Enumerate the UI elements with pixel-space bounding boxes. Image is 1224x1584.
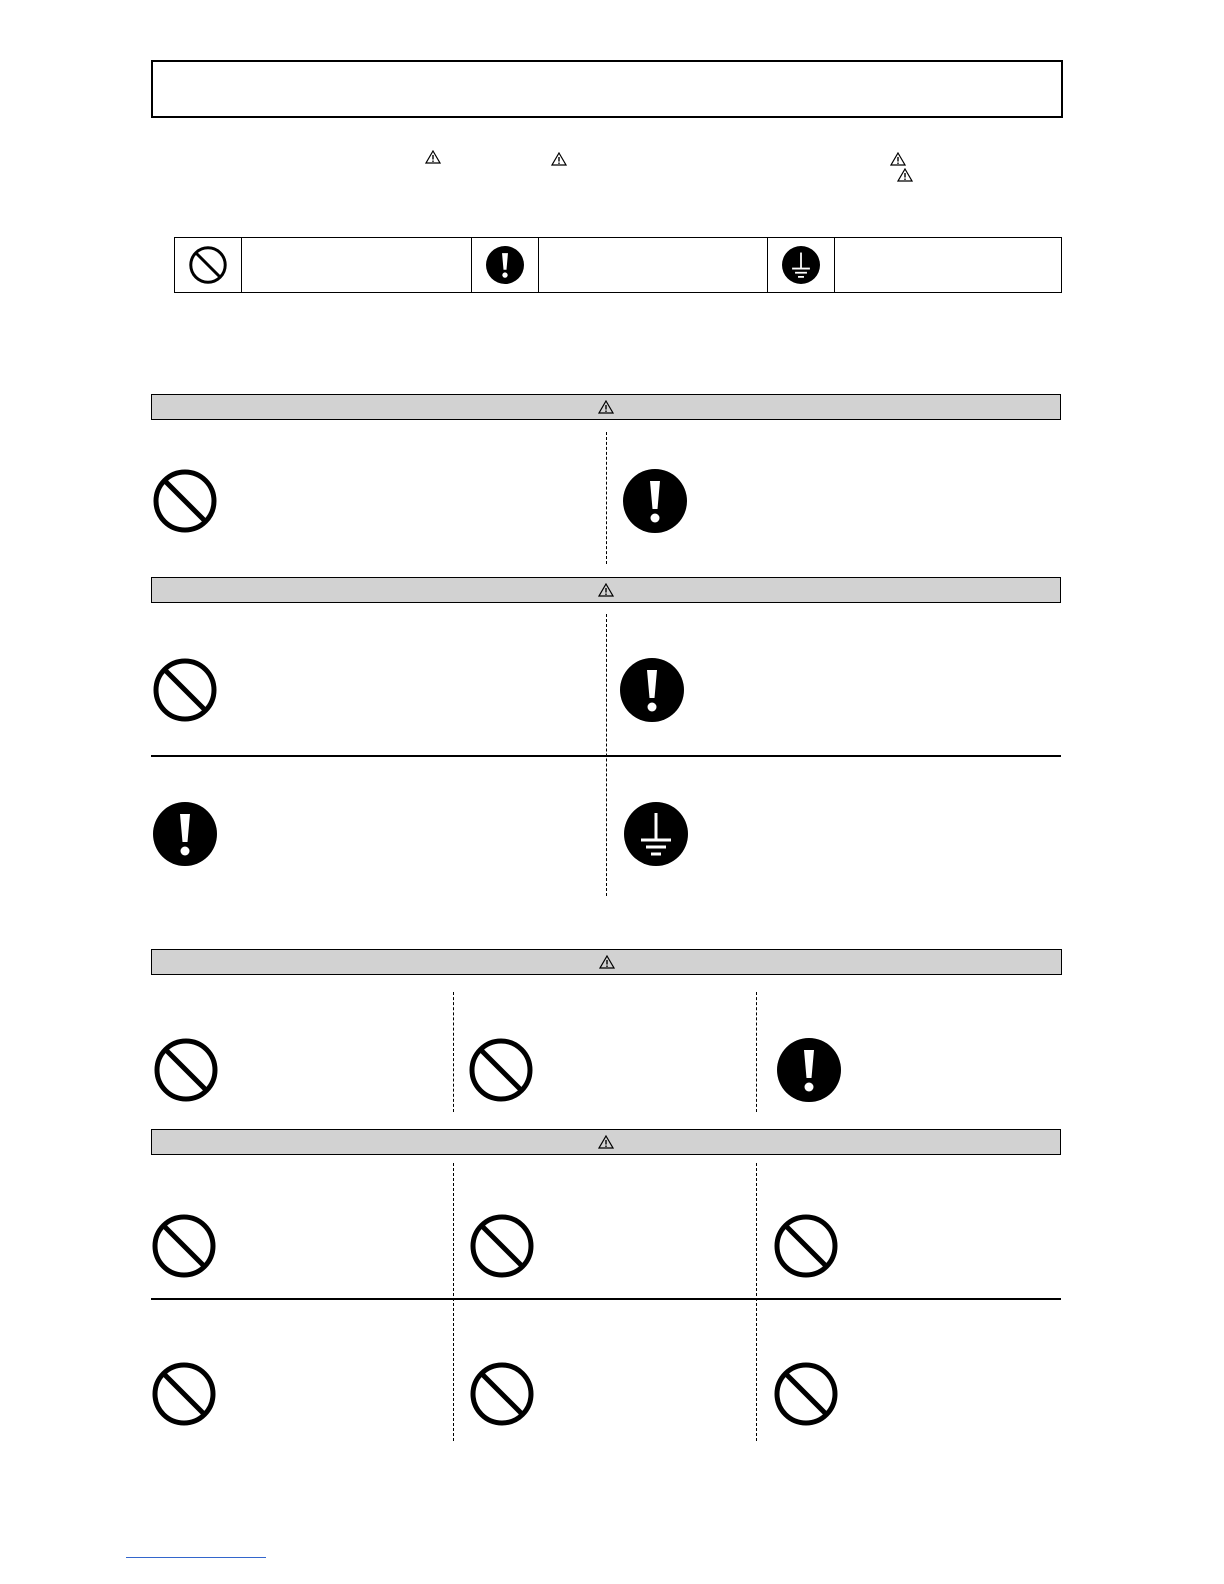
- section-band-3: [151, 949, 1062, 975]
- section-band-2: [151, 577, 1061, 603]
- legend-ground-cell: [768, 238, 835, 292]
- column-divider: [606, 432, 607, 564]
- warning-triangle-icon: [890, 152, 906, 166]
- prohibited-icon: [470, 1362, 534, 1426]
- column-divider: [756, 992, 757, 1112]
- prohibited-icon: [774, 1362, 838, 1426]
- column-divider: [453, 1163, 454, 1441]
- legend-ground-text: [835, 238, 1061, 292]
- legend-prohibited-text: [242, 238, 472, 292]
- warning-triangle-icon: [599, 955, 615, 969]
- legend-mandatory-text: [539, 238, 768, 292]
- ground-icon: [782, 246, 820, 284]
- exclamation-icon: [777, 1038, 841, 1102]
- prohibited-icon: [470, 1214, 534, 1278]
- warning-triangle-icon: [598, 400, 614, 414]
- prohibited-icon: [153, 469, 217, 533]
- warning-triangle-icon: [897, 168, 913, 182]
- prohibited-icon: [774, 1214, 838, 1278]
- prohibited-icon: [152, 1214, 216, 1278]
- legend-mandatory-cell: [472, 238, 539, 292]
- exclamation-icon: [623, 469, 687, 533]
- title-box: [151, 60, 1063, 118]
- row-divider: [151, 1298, 1061, 1300]
- column-divider: [453, 992, 454, 1112]
- section-band-1: [151, 394, 1061, 420]
- exclamation-icon: [153, 802, 217, 866]
- warning-triangle-icon: [425, 150, 441, 164]
- prohibited-icon: [153, 658, 217, 722]
- prohibited-icon: [189, 246, 227, 284]
- prohibited-icon: [152, 1362, 216, 1426]
- prohibited-icon: [154, 1038, 218, 1102]
- ground-icon: [624, 802, 688, 866]
- warning-triangle-icon: [598, 1135, 614, 1149]
- symbol-legend-table: [174, 237, 1062, 293]
- footer-link-underline: [126, 1557, 266, 1558]
- exclamation-icon: [620, 658, 684, 722]
- prohibited-icon: [469, 1038, 533, 1102]
- row-divider: [151, 755, 1061, 757]
- legend-prohibited-cell: [175, 238, 242, 292]
- exclamation-icon: [486, 246, 524, 284]
- section-band-4: [151, 1129, 1061, 1155]
- column-divider: [756, 1163, 757, 1441]
- warning-triangle-icon: [598, 583, 614, 597]
- warning-triangle-icon: [551, 152, 567, 166]
